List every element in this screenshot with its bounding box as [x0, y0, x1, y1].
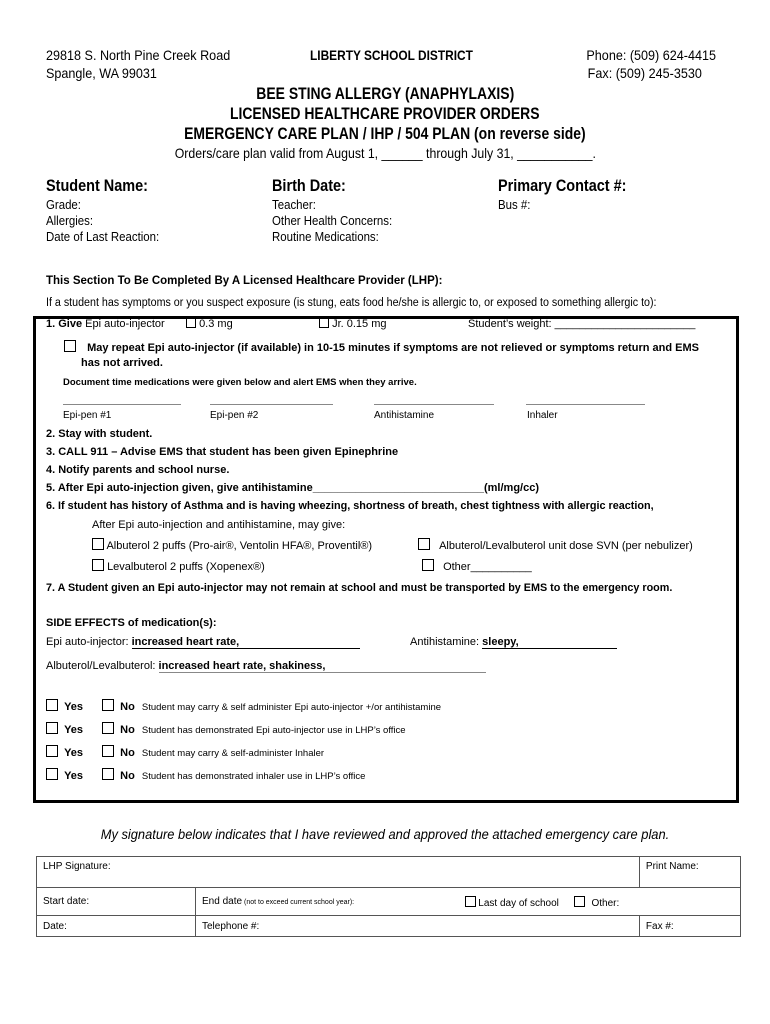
allergies-label[interactable]: Allergies:: [46, 213, 94, 228]
order-item-6-sub: After Epi auto-injection and antihistamine, may give:: [92, 519, 346, 531]
validity-line: Orders/care plan valid from August 1, ______ through July 31, ___________.: [174, 145, 596, 161]
address-line-1: 29818 S. North Pine Creek Road: [46, 47, 231, 63]
last-reaction-label[interactable]: Date of Last Reaction:: [46, 229, 160, 244]
grade-label[interactable]: Grade:: [46, 197, 81, 212]
epi-side-effects: Epi auto-injector: increased heart rate,: [46, 636, 360, 649]
albuterol-checkbox[interactable]: [92, 538, 104, 550]
other-concerns-label[interactable]: Other Health Concerns:: [272, 213, 393, 228]
order-item-7: 7. A Student given an Epi auto-injector may not remain at school and must be transported by EMS to the emergency room.: [46, 582, 673, 594]
yes-no-row: Yes No Student may carry & self-administer Inhaler: [46, 745, 324, 759]
other-date-checkbox[interactable]: [574, 896, 585, 907]
student-name-label[interactable]: Student Name:: [46, 176, 148, 195]
fax: Fax: (509) 245-3530: [587, 65, 702, 81]
order-item-5: 5. After Epi auto-injection given, give antihistamine____________________________(ml/mg/cc): [46, 482, 539, 494]
order-item-1: 1. Give Epi auto-injector: [46, 318, 165, 330]
order-item-2: 2. Stay with student.: [46, 428, 153, 440]
side-effects-heading: SIDE EFFECTS of medication(s):: [46, 617, 217, 629]
yes-no-row: Yes No Student may carry & self administer Epi auto-injector +/or antihistamine: [46, 699, 441, 713]
no-checkbox[interactable]: [102, 699, 114, 711]
start-date-cell[interactable]: Start date:: [37, 888, 196, 916]
no-checkbox[interactable]: [102, 768, 114, 780]
signature-statement: My signature below indicates that I have reviewed and approved the attached emergency care plan.: [100, 826, 670, 842]
bus-label[interactable]: Bus #:: [498, 197, 531, 212]
yes-no-row: Yes No Student has demonstrated Epi auto-injector use in LHP’s office: [46, 722, 406, 736]
routine-meds-label[interactable]: Routine Medications:: [272, 229, 379, 244]
yes-checkbox[interactable]: [46, 745, 58, 757]
lhp-section-intro: If a student has symptoms or you suspect exposure (is stung, eats food he/she is allergic to, or exposed to something allergic to):: [46, 297, 657, 309]
antihistamine-side-effects: Antihistamine: sleepy,: [410, 636, 617, 649]
albuterol-svn-option[interactable]: Albuterol/Levalbuterol unit dose SVN (per nebulizer): [418, 538, 693, 552]
antihistamine-time-line[interactable]: [374, 404, 494, 405]
epipen1-time-line[interactable]: [63, 404, 181, 405]
epipen1-label: Epi-pen #1: [63, 410, 112, 421]
inhaler-time-line[interactable]: [526, 404, 645, 405]
inhaler-label: Inhaler: [527, 410, 558, 421]
title-line-1: BEE STING ALLERGY (ANAPHYLAXIS): [256, 84, 514, 103]
epipen2-time-line[interactable]: [210, 404, 333, 405]
phone: Phone: (509) 624-4415: [586, 47, 716, 63]
address-line-2: Spangle, WA 99031: [46, 65, 157, 81]
other-medication-option[interactable]: Other__________: [422, 559, 532, 573]
order-item-3: 3. CALL 911 – Advise EMS that student has been given Epinephrine: [46, 446, 399, 458]
lhp-signature-cell[interactable]: LHP Signature:: [37, 857, 640, 888]
repeat-option[interactable]: May repeat Epi auto-injector (if available) in 10-15 minutes if symptoms are not relieved or symptoms return and EMS: [64, 340, 699, 354]
yes-checkbox[interactable]: [46, 722, 58, 734]
student-weight-field[interactable]: Student’s weight: _______________________: [468, 318, 696, 330]
epipen2-label: Epi-pen #2: [210, 410, 259, 421]
signature-table: [36, 856, 741, 937]
albuterol-svn-checkbox[interactable]: [418, 538, 430, 550]
no-checkbox[interactable]: [102, 722, 114, 734]
levalbuterol-checkbox[interactable]: [92, 559, 104, 571]
repeat-line-2: has not arrived.: [81, 357, 163, 369]
yes-no-row: Yes No Student has demonstrated inhaler use in LHP’s office: [46, 768, 365, 782]
primary-contact-label[interactable]: Primary Contact #:: [498, 176, 627, 195]
last-day-checkbox[interactable]: [465, 896, 476, 907]
albuterol-option[interactable]: Albuterol 2 puffs (Pro-air®, Ventolin HFA®, Proventil®): [92, 538, 372, 552]
telephone-cell[interactable]: Telephone #:: [196, 916, 640, 937]
albuterol-side-effects: Albuterol/Levalbuterol: increased heart rate, shakiness,: [46, 660, 486, 673]
other-medication-checkbox[interactable]: [422, 559, 434, 571]
lhp-section-heading: This Section To Be Completed By A Licensed Healthcare Provider (LHP):: [46, 275, 443, 287]
title-line-3: EMERGENCY CARE PLAN / IHP / 504 PLAN (on reverse side): [184, 124, 586, 143]
dose-jr-option[interactable]: Jr. 0.15 mg: [319, 318, 386, 330]
order-item-6: 6. If student has history of Asthma and is having wheezing, shortness of breath, chest tightness with allergic reaction,: [46, 500, 654, 512]
dose-jr-checkbox[interactable]: [319, 318, 329, 328]
levalbuterol-option[interactable]: Levalbuterol 2 puffs (Xopenex®): [92, 559, 265, 573]
yes-checkbox[interactable]: [46, 768, 58, 780]
end-date-cell[interactable]: End date (not to exceed current school year): Last day of school Other:: [196, 888, 741, 916]
no-checkbox[interactable]: [102, 745, 114, 757]
title-line-2: LICENSED HEALTHCARE PROVIDER ORDERS: [230, 104, 540, 123]
teacher-label[interactable]: Teacher:: [272, 197, 316, 212]
fax-cell[interactable]: Fax #:: [639, 916, 740, 937]
repeat-checkbox[interactable]: [64, 340, 76, 352]
print-name-cell[interactable]: Print Name:: [639, 857, 740, 888]
antihistamine-label: Antihistamine: [374, 410, 435, 421]
dose-0-3-checkbox[interactable]: [186, 318, 196, 328]
yes-checkbox[interactable]: [46, 699, 58, 711]
birth-date-label[interactable]: Birth Date:: [272, 176, 346, 195]
district-name: LIBERTY SCHOOL DISTRICT: [310, 47, 473, 63]
date-cell[interactable]: Date:: [37, 916, 196, 937]
dose-0-3-option[interactable]: 0.3 mg: [186, 318, 233, 330]
document-note: Document time medications were given below and alert EMS when they arrive.: [63, 377, 417, 388]
order-item-4: 4. Notify parents and school nurse.: [46, 464, 230, 476]
